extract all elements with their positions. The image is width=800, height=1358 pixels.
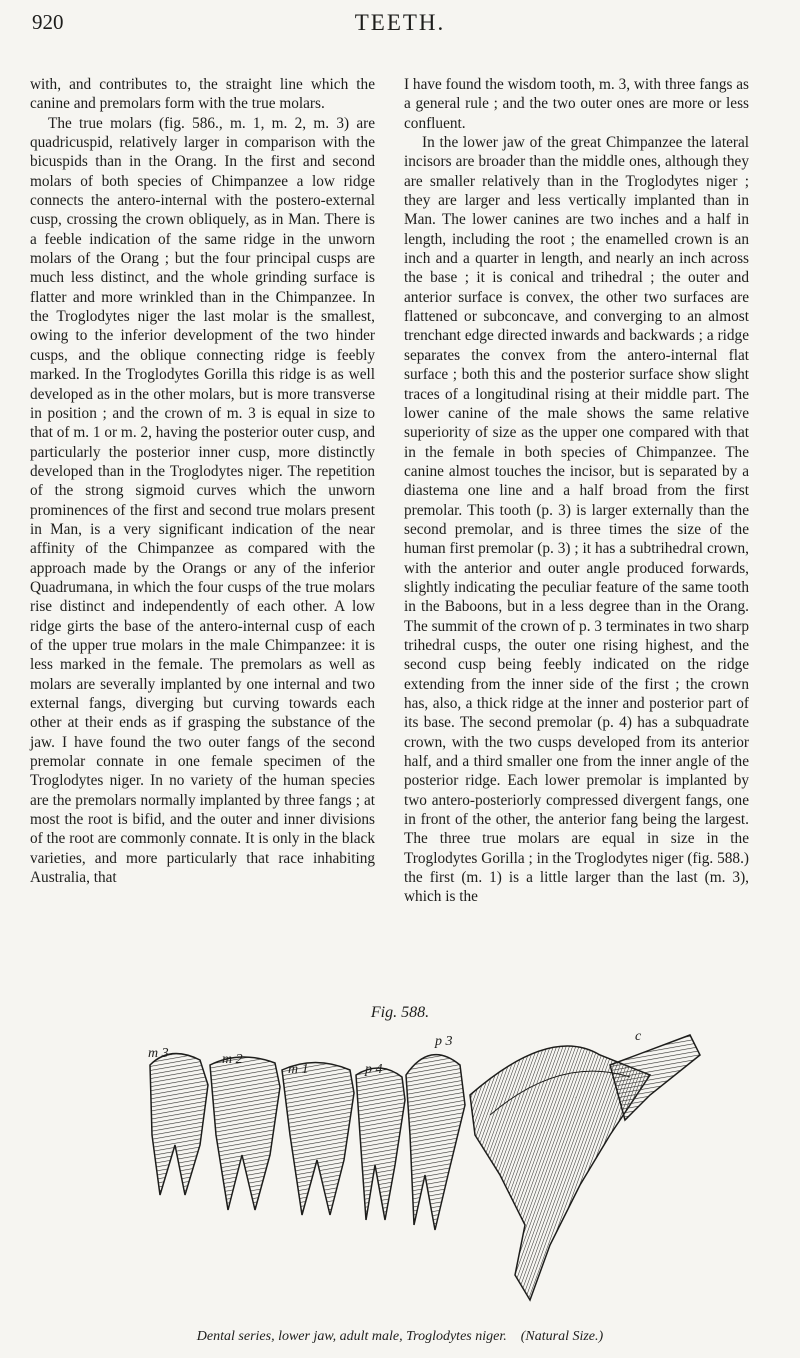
right-column <box>404 75 749 907</box>
left-column <box>30 75 375 887</box>
label-m1: m 1 <box>288 1062 309 1077</box>
label-p3: p 3 <box>435 1034 453 1049</box>
caption-note: (Natural Size.) <box>520 1329 604 1344</box>
paragraph: In the lower jaw of the great Chimpanzee the lateral incisors are broader than the middle ones, although they are smaller relatively than in the Troglodytes niger ; they are larger and less vertically implanted than in Man. The lower canines are two inches and a half in length, including the root ; the enamelled crown is an inch and a quarter in length, and nearly an inch across the base ; it is conical and trihedral ; the outer and anterior surface is convex, the other two surfaces are flattened or subconcave, and converging to an almost trenchant edge directed inwards and backwards ; a ridge separates the convex from the antero-internal flat surface ; both this and the posterior surface show slight traces of a longitudinal rising at their middle part. The lower canine of the male shows the same relative superiority of size as the upper one compared with that in the female in both species of Chimpanzee. The canine almost touches the incisor, but is separated by a diastema one line and a half broad from the first premolar. This tooth (p. 3) is larger externally than the second premolar, and is three times the size of the human first premolar (p. 3) ; it has a subtrihedral crown, with the anterior and outer angle produced forwards, slightly indicating the peculiar feature of the same tooth in the Baboons, but in a less degree than in the Orang. The summit of the crown of p. 3 terminates in two sharp trihedral cusps, the outer one rising highest, and the second cusp being feebly indicated on the ridge extending from the inner side of the first ; the crown has, also, a thick ridge at the inner and posterior part of its base. The second premolar (p. 4) has a subquadrate crown, with the two cusps developed from its anterior half, and a third smaller one from the inner angle of the posterior ridge. Each lower premolar is implanted by two antero-posteriorly compressed divergent fangs, one in front of the other, the anterior fang being the largest. The three true molars are equal in size in the Troglodytes Gorilla ; in the Troglodytes niger (fig. 588.) the first (m. 1) is a little larger than the last (m. 3), which is the <box>404 134 749 906</box>
page-header <box>32 10 768 50</box>
caption-main: Dental series, lower jaw, adult male, Troglodytes niger. <box>196 1329 507 1344</box>
label-m3: m 3 <box>148 1046 169 1061</box>
molar-m2 <box>210 1057 280 1210</box>
molar-m1 <box>282 1063 354 1216</box>
paragraph: I have found the wisdom tooth, m. 3, with three fangs as a general rule ; and the two outer ones are more or less confluent. <box>404 76 749 132</box>
molar-m3 <box>150 1054 208 1195</box>
label-c: c <box>635 1029 642 1044</box>
label-p4: p 4 <box>365 1062 383 1077</box>
incisor-tooth <box>610 1035 700 1120</box>
paragraph: The true molars (fig. 586., m. 1, m. 2, m. 3) are quadricuspid, relatively larger in comparison with the bicuspids than in the Orang. In the first and second molars of both species of Chimpanzee a low ridge connects the antero-internal with the postero-external cusp, crossing the crown obliquely, as in Man. There is a feeble indication of the same ridge in the unworn molars of the Orang ; but the four principal cusps are much less distinct, and the whole grinding surface is flatter and more wrinkled than in the Chimpanzee. In the Troglodytes niger the last molar is the smallest, owing to the inferior development of the two hinder cusps, and the oblique connecting ridge is feebly marked. In the Troglodytes Gorilla this ridge is as well developed as in the other molars, but is more transverse in position ; and the crown of m. 3 is equal in size to that of m. 1 or m. 2, having the posterior outer cusp, and particularly the posterior inner cusp, more distinctly developed than in the Troglodytes niger. The repetition of the strong sigmoid curves which the unworn prominences of the first and second true molars present in Man, is a very significant indication of the near affinity of the Chimpanzee as compared with the approach made by the Orangs or any of the inferior Quadrumana, in which the four cusps of the true molars rise distinct and independently of each other. A low ridge girts the base of the antero-internal cusp of each of the upper true molars in the male Chimpanzee: it is less marked in the female. The premolars as well as molars are severally implanted by one internal and two external fangs, diverging but curving towards each other at their ends as if grasping the substance of the jaw. I have found the two outer fangs of the second premolar connate in one female specimen of the Troglodytes niger. In no variety of the human species are the premolars normally implanted by three fangs ; at most the root is bifid, and the outer and inner divisions of the root are commonly connate. It is only in the black varieties, and more particularly that race inhabiting Australia, that <box>30 114 375 887</box>
running-title: TEETH. <box>354 10 446 35</box>
figure-caption <box>0 1329 800 1345</box>
label-m2: m 2 <box>222 1052 243 1067</box>
figure-label: Fig. 588. <box>370 1004 430 1021</box>
paragraph: with, and contributes to, the straight line which the canine and premolars form with the true molars. <box>30 76 375 113</box>
page-number: 920 <box>32 10 64 34</box>
premolar-p4 <box>356 1068 405 1220</box>
premolar-p3 <box>406 1055 465 1230</box>
dental-series-illustration <box>130 1025 720 1325</box>
